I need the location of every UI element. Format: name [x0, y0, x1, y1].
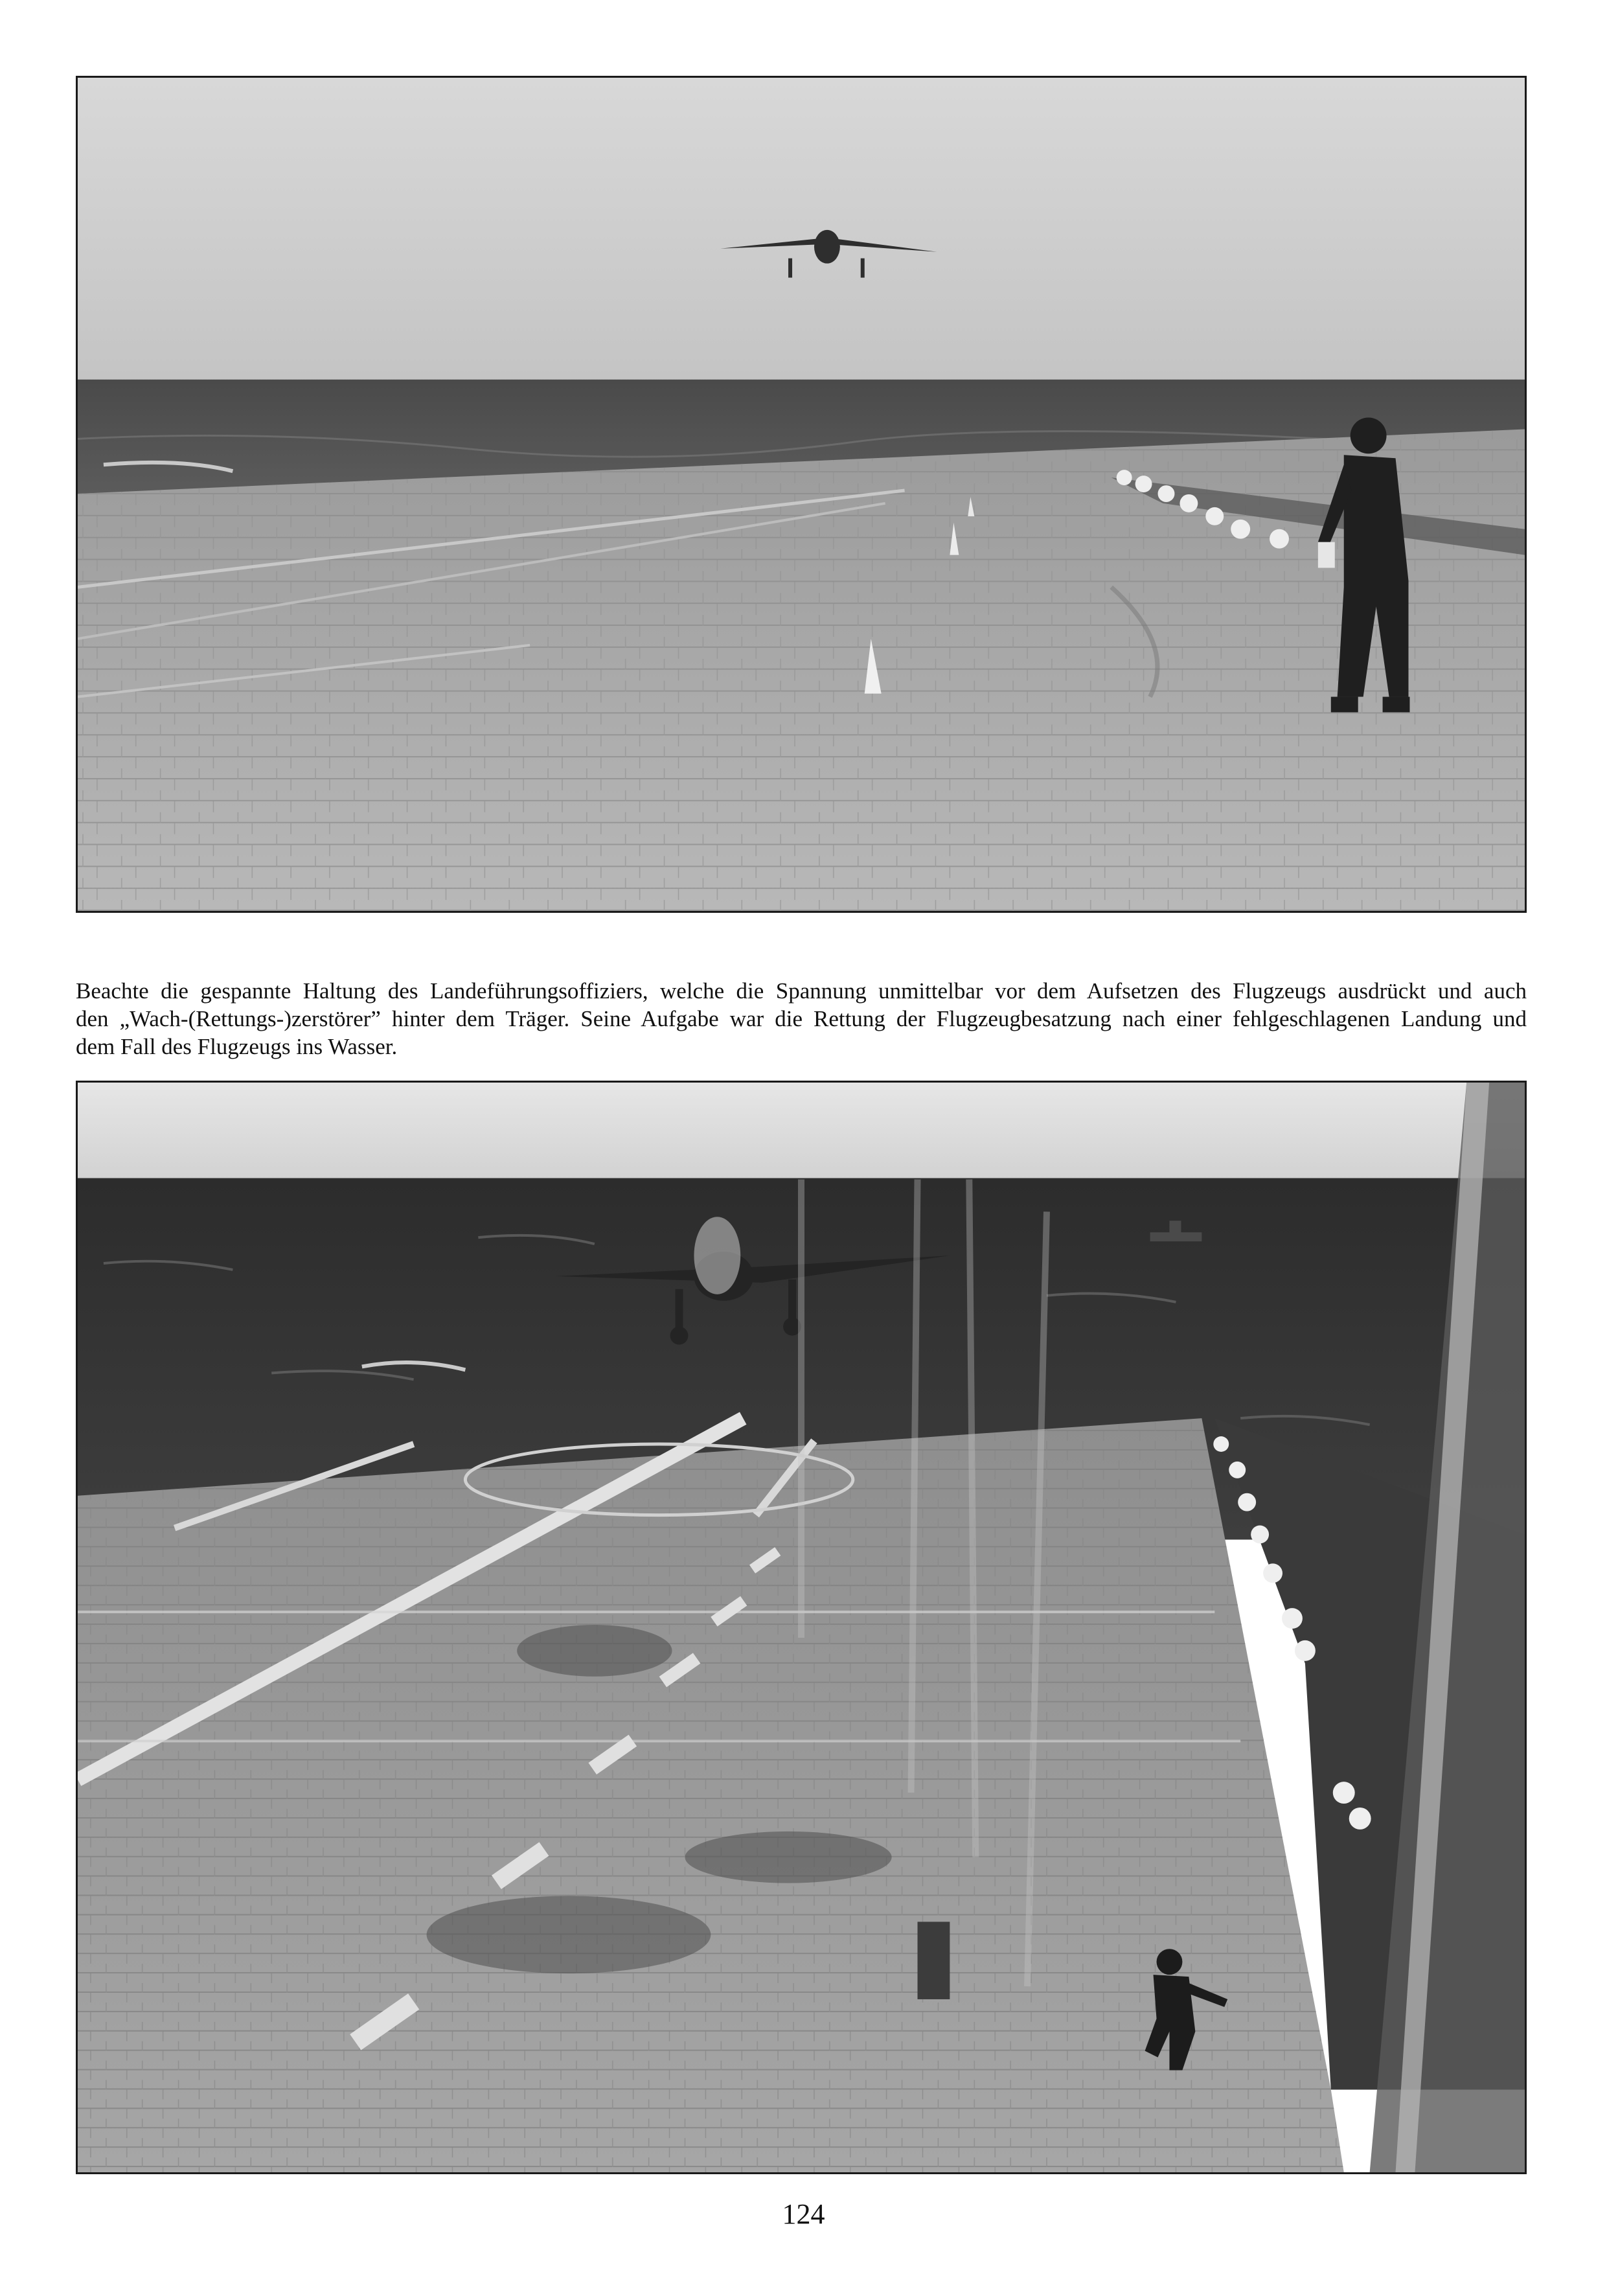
- bottom-photo: [76, 1081, 1527, 2174]
- caption-line-3: dem Fall des Flugzeugs ins Wasser.: [76, 1034, 398, 1059]
- page-number: 124: [782, 2198, 825, 2230]
- photo-caption: [76, 977, 1527, 1061]
- caption-line-1: Beachte die gespannte Haltung des Landeführungsoffiziers, welche die Spannung unmittelbar vor dem Aufsetzen des Flugzeugs ausdrückt und auch: [76, 978, 1527, 1004]
- top-photo: [76, 76, 1527, 913]
- caption-line-2: den „Wach-(Rettungs-)zerstörer” hinter dem Träger. Seine Aufgabe war die Rettung der Flugzeugbesatzung nach einer fehlgeschlagenen Landung und: [76, 1006, 1527, 1031]
- top-photo-image: [78, 78, 1525, 911]
- bottom-photo-image: [78, 1083, 1525, 2172]
